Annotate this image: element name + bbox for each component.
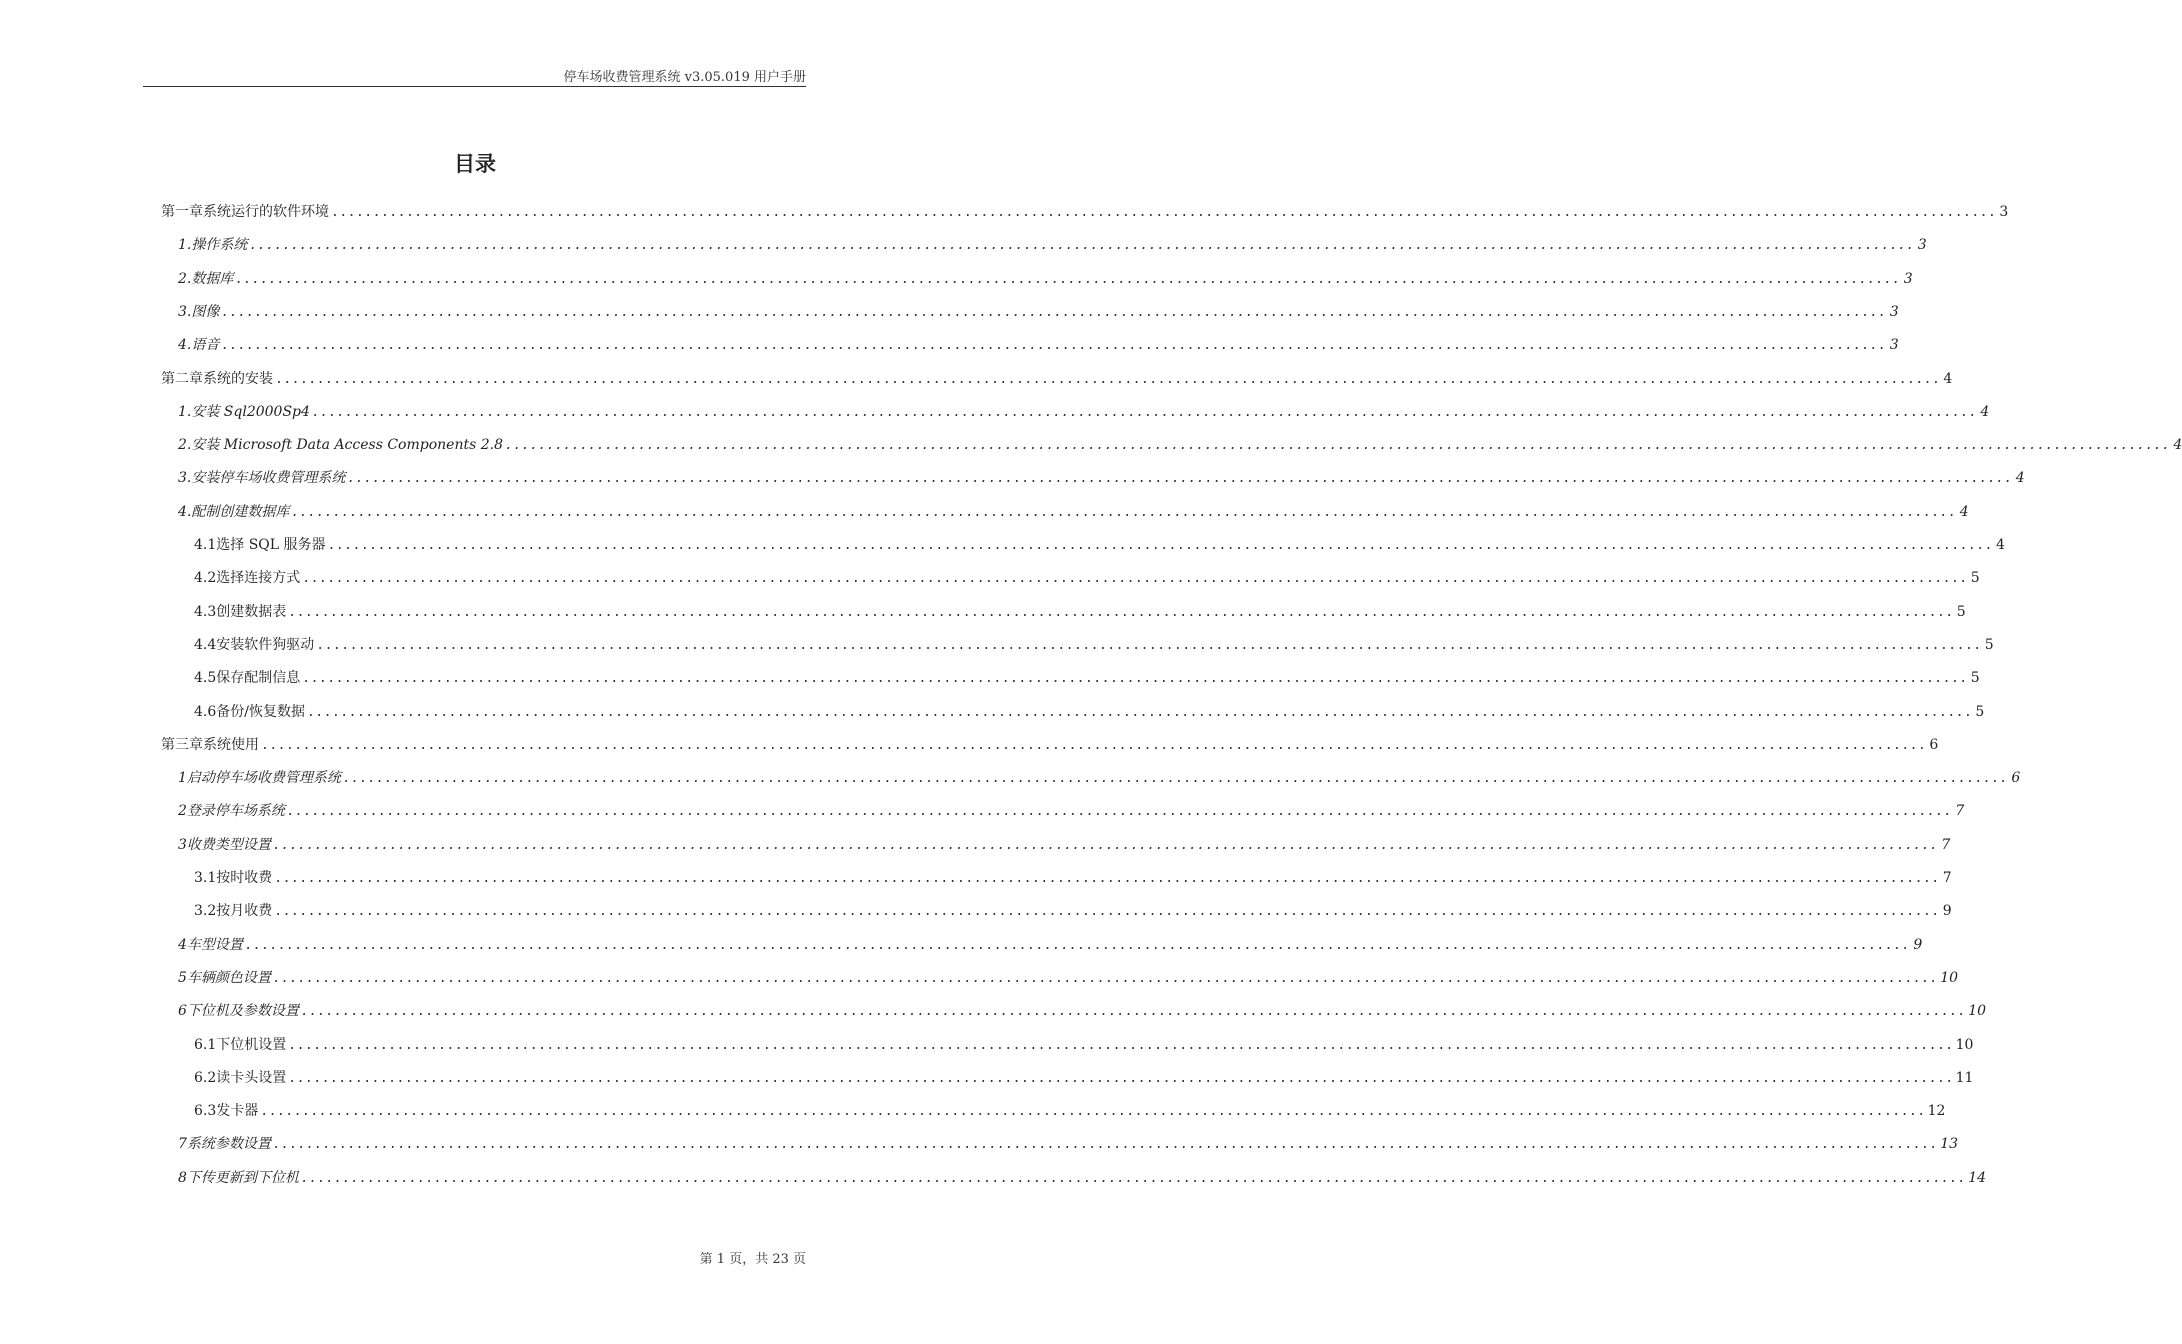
toc-leader-dots: ........................................................................................................................................................................................................ — [272, 970, 1939, 986]
toc-entry[interactable] — [178, 1001, 1987, 1021]
toc-entry[interactable] — [161, 202, 2009, 222]
toc-entry-label: 选择 SQL 服务器 — [216, 537, 326, 553]
toc-entry-label: 系统使用 — [203, 736, 259, 753]
toc-entry-number: 4.5 — [194, 670, 217, 687]
toc-entry-page: 10 — [1940, 969, 1959, 986]
toc-entry-page: 7 — [1955, 803, 1965, 820]
toc-entry-number: 第一章 — [161, 204, 203, 220]
toc-entry-page: 5 — [1984, 636, 1994, 653]
toc-entry[interactable] — [178, 968, 1959, 988]
toc-entry-number: 2. — [178, 270, 192, 287]
toc-entry-number: 3. — [178, 303, 192, 320]
toc-leader-dots: ........................................................................................................................................................................................................ — [286, 804, 1953, 820]
toc-entry[interactable] — [194, 1035, 1974, 1055]
toc-title: 目录 — [454, 152, 496, 176]
toc-entry-page: 3 — [1917, 237, 1927, 254]
toc-entry-number: 6.3 — [194, 1103, 217, 1120]
toc-entry-page: 4 — [2015, 470, 2025, 487]
toc-leader-dots: ........................................................................................................................................................................................................ — [300, 1004, 1967, 1020]
toc-entry-label: 按月收费 — [216, 903, 273, 920]
toc-entry-page: 7 — [1942, 870, 1952, 886]
toc-entry-page: 5 — [1970, 570, 1980, 587]
toc-entry-number: 6.2 — [194, 1069, 217, 1086]
toc-entry-page: 5 — [1970, 670, 1980, 687]
toc-entry[interactable] — [178, 835, 1951, 855]
toc-leader-dots: ........................................................................................................................................................................................................ — [272, 837, 1939, 853]
page-footer: 第 1 页，共 23 页 — [699, 1252, 806, 1267]
toc-entry-number: 4.1 — [194, 537, 217, 553]
toc-entry-page: 13 — [1940, 1136, 1959, 1153]
toc-entry[interactable] — [178, 435, 2182, 455]
toc-entry-label: 车型设置 — [186, 936, 243, 953]
toc-entry-number: 1. — [178, 403, 192, 420]
toc-entry-label: 选择连接方式 — [216, 570, 301, 587]
toc-entry-number: 3.1 — [194, 870, 217, 886]
toc-entry-label: 语音 — [191, 337, 220, 354]
toc-entry-label: 收费类型设置 — [186, 836, 271, 853]
toc-leader-dots: ........................................................................................................................................................................................................ — [272, 1137, 1939, 1153]
toc-entry[interactable] — [178, 468, 2025, 488]
toc-entry-number: 4 — [178, 936, 187, 953]
toc-entry-page: 3 — [1889, 337, 1899, 354]
toc-entry-number: 4.2 — [194, 570, 217, 587]
toc-leader-dots: ........................................................................................................................................................................................................ — [291, 504, 1957, 520]
toc-entry-label: 车辆颜色设置 — [186, 969, 271, 986]
toc-entry-label: 安装 Sql2000Sp4 — [191, 403, 310, 420]
toc-entry-label: 安装 Microsoft Data Access Components 2.8 — [191, 437, 503, 454]
toc-entry[interactable] — [178, 502, 1969, 522]
toc-entry[interactable] — [178, 235, 1927, 255]
toc-entry-number: 6 — [178, 1003, 187, 1020]
toc-entry-label: 数据库 — [191, 270, 234, 287]
toc-entry-page: 14 — [1968, 1169, 1987, 1186]
toc-leader-dots: ........................................................................................................................................................................................................ — [327, 538, 1993, 553]
toc-entry-number: 5 — [178, 969, 187, 986]
toc-entry-number: 4.3 — [194, 603, 217, 620]
toc-entry-page: 6 — [2011, 770, 2021, 787]
toc-entry-page: 10 — [1968, 1003, 1987, 1020]
toc-entry-page: 5 — [1975, 703, 1985, 720]
toc-entry-page: 3 — [1889, 303, 1899, 320]
toc-entry-number: 3.2 — [194, 903, 217, 920]
toc-leader-dots: ........................................................................................................................................................................................................ — [235, 271, 1901, 287]
toc-leader-dots: ........................................................................................................................................................................................................ — [288, 1037, 1954, 1053]
toc-entry[interactable] — [194, 568, 1980, 588]
toc-entry-label: 安装停车场收费管理系统 — [191, 470, 346, 487]
toc-entry[interactable] — [194, 1101, 1946, 1121]
toc-entry-page: 4 — [1995, 537, 2005, 553]
toc-entry-page: 12 — [1927, 1103, 1946, 1120]
toc-entry-page: 4 — [1943, 370, 1953, 387]
toc-leader-dots: ........................................................................................................................................................................................................ — [302, 671, 1968, 687]
toc-entry[interactable] — [178, 768, 2021, 788]
toc-entry-label: 系统运行的软件环境 — [203, 204, 329, 220]
toc-entry-number: 2. — [178, 437, 192, 454]
toc-leader-dots: ........................................................................................................................................................................................................ — [311, 404, 1978, 420]
toc-leader-dots: ........................................................................................................................................................................................................ — [244, 937, 1911, 953]
toc-entry-page: 3 — [1903, 270, 1913, 287]
toc-entry[interactable] — [178, 302, 1899, 322]
toc-entry-number: 2 — [178, 803, 187, 820]
toc-leader-dots: ........................................................................................................................................................................................................ — [306, 704, 1973, 720]
toc-leader-dots: ........................................................................................................................................................................................................ — [342, 771, 2009, 787]
toc-entry[interactable] — [178, 801, 1965, 821]
toc-entry-label: 保存配制信息 — [216, 670, 301, 687]
toc-entry[interactable] — [178, 402, 1990, 422]
toc-entry-number: 8 — [178, 1169, 187, 1186]
toc-entry-label: 读卡头设置 — [216, 1069, 287, 1086]
toc-entry-number: 第三章 — [161, 736, 203, 753]
toc-entry[interactable] — [194, 901, 1952, 921]
toc-entry-label: 操作系统 — [191, 237, 248, 254]
toc-entry[interactable] — [161, 735, 1939, 755]
page-header — [143, 64, 806, 87]
toc-leader-dots: ........................................................................................................................................................................................................ — [275, 371, 1941, 387]
toc-leader-dots: ........................................................................................................................................................................................................ — [221, 338, 1887, 354]
toc-entry[interactable] — [178, 335, 1899, 355]
toc-entry[interactable] — [194, 635, 1994, 655]
toc-entry[interactable] — [194, 1068, 1974, 1088]
toc-entry-number: 3 — [178, 836, 187, 853]
toc-entry-page: 4 — [1980, 403, 1990, 420]
toc-entry-label: 发卡器 — [216, 1103, 259, 1120]
toc-leader-dots: ........................................................................................................................................................................................................ — [288, 1070, 1954, 1086]
toc-entry[interactable] — [194, 535, 2005, 555]
toc-leader-dots: ........................................................................................................................................................................................................ — [300, 1170, 1967, 1186]
toc-entry-page: 7 — [1941, 836, 1951, 853]
toc-entry-label: 下位机设置 — [216, 1036, 287, 1053]
toc-entry[interactable] — [178, 935, 1923, 955]
toc-entry-number: 7 — [178, 1136, 187, 1153]
toc-leader-dots: ........................................................................................................................................................................................................ — [302, 571, 1968, 587]
toc-entry-page: 5 — [1956, 603, 1966, 620]
toc-entry[interactable] — [178, 1134, 1959, 1154]
toc-entry-number: 第二章 — [161, 370, 203, 387]
toc-entry-page: 4 — [2173, 437, 2182, 454]
toc-entry-number: 1 — [178, 770, 187, 787]
toc-entry-label: 按时收费 — [216, 870, 273, 886]
toc-entry-label: 配制创建数据库 — [191, 503, 290, 520]
toc-leader-dots: ........................................................................................................................................................................................................ — [274, 871, 1940, 886]
toc-entry-page: 4 — [1959, 503, 1969, 520]
toc-entry-number: 3. — [178, 470, 192, 487]
toc-entry-number: 4. — [178, 337, 192, 354]
toc-entry[interactable] — [161, 369, 1953, 389]
toc-entry-label: 下传更新到下位机 — [186, 1169, 299, 1186]
toc-leader-dots: ........................................................................................................................................................................................................ — [261, 737, 1927, 753]
toc-entry-number: 4.6 — [194, 703, 217, 720]
toc-entry-label: 备份/恢复数据 — [216, 703, 305, 720]
toc-entry-label: 系统的安装 — [203, 370, 273, 387]
toc-entry-page: 10 — [1955, 1036, 1974, 1053]
toc-entry[interactable] — [194, 702, 1985, 722]
toc-entry-page: 9 — [1942, 903, 1952, 920]
toc-entry-page: 11 — [1955, 1069, 1974, 1086]
toc-entry-number: 4. — [178, 503, 192, 520]
toc-entry-page: 3 — [1999, 204, 2009, 220]
toc-entry[interactable] — [194, 602, 1966, 622]
toc-entry[interactable] — [194, 868, 1952, 888]
toc-leader-dots: ........................................................................................................................................................................................................ — [316, 637, 1982, 653]
toc-leader-dots: ........................................................................................................................................................................................................ — [331, 205, 1997, 220]
toc-leader-dots: ........................................................................................................................................................................................................ — [274, 904, 1940, 920]
toc-entry-page: 6 — [1929, 736, 1939, 753]
toc-leader-dots: ........................................................................................................................................................................................................ — [221, 304, 1887, 320]
toc-leader-dots: ........................................................................................................................................................................................................ — [347, 471, 2013, 487]
toc-entry-number: 1. — [178, 237, 192, 254]
toc-entry-number: 4.4 — [194, 636, 217, 653]
toc-entry-label: 创建数据表 — [216, 603, 287, 620]
toc-entry[interactable] — [178, 1168, 1987, 1188]
toc-entry-page: 9 — [1913, 936, 1923, 953]
toc-entry-number: 6.1 — [194, 1036, 217, 1053]
toc-entry-label: 系统参数设置 — [186, 1136, 271, 1153]
toc-entry-label: 下位机及参数设置 — [186, 1003, 299, 1020]
toc-entry-label: 图像 — [191, 303, 220, 320]
toc-leader-dots: ........................................................................................................................................................................................................ — [505, 438, 2171, 454]
toc-leader-dots: ........................................................................................................................................................................................................ — [288, 604, 1954, 620]
toc-entry-label: 安装软件狗驱动 — [216, 636, 315, 653]
toc-entry[interactable] — [178, 269, 1913, 289]
header-title: 停车场收费管理系统 v3.05.019 用户手册 — [563, 70, 806, 85]
toc-leader-dots: ........................................................................................................................................................................................................ — [260, 1104, 1926, 1120]
toc-leader-dots: ........................................................................................................................................................................................................ — [249, 238, 1915, 254]
toc-entry[interactable] — [194, 668, 1980, 688]
toc-entry-label: 启动停车场收费管理系统 — [186, 770, 341, 787]
toc-entry-label: 登录停车场系统 — [186, 803, 285, 820]
